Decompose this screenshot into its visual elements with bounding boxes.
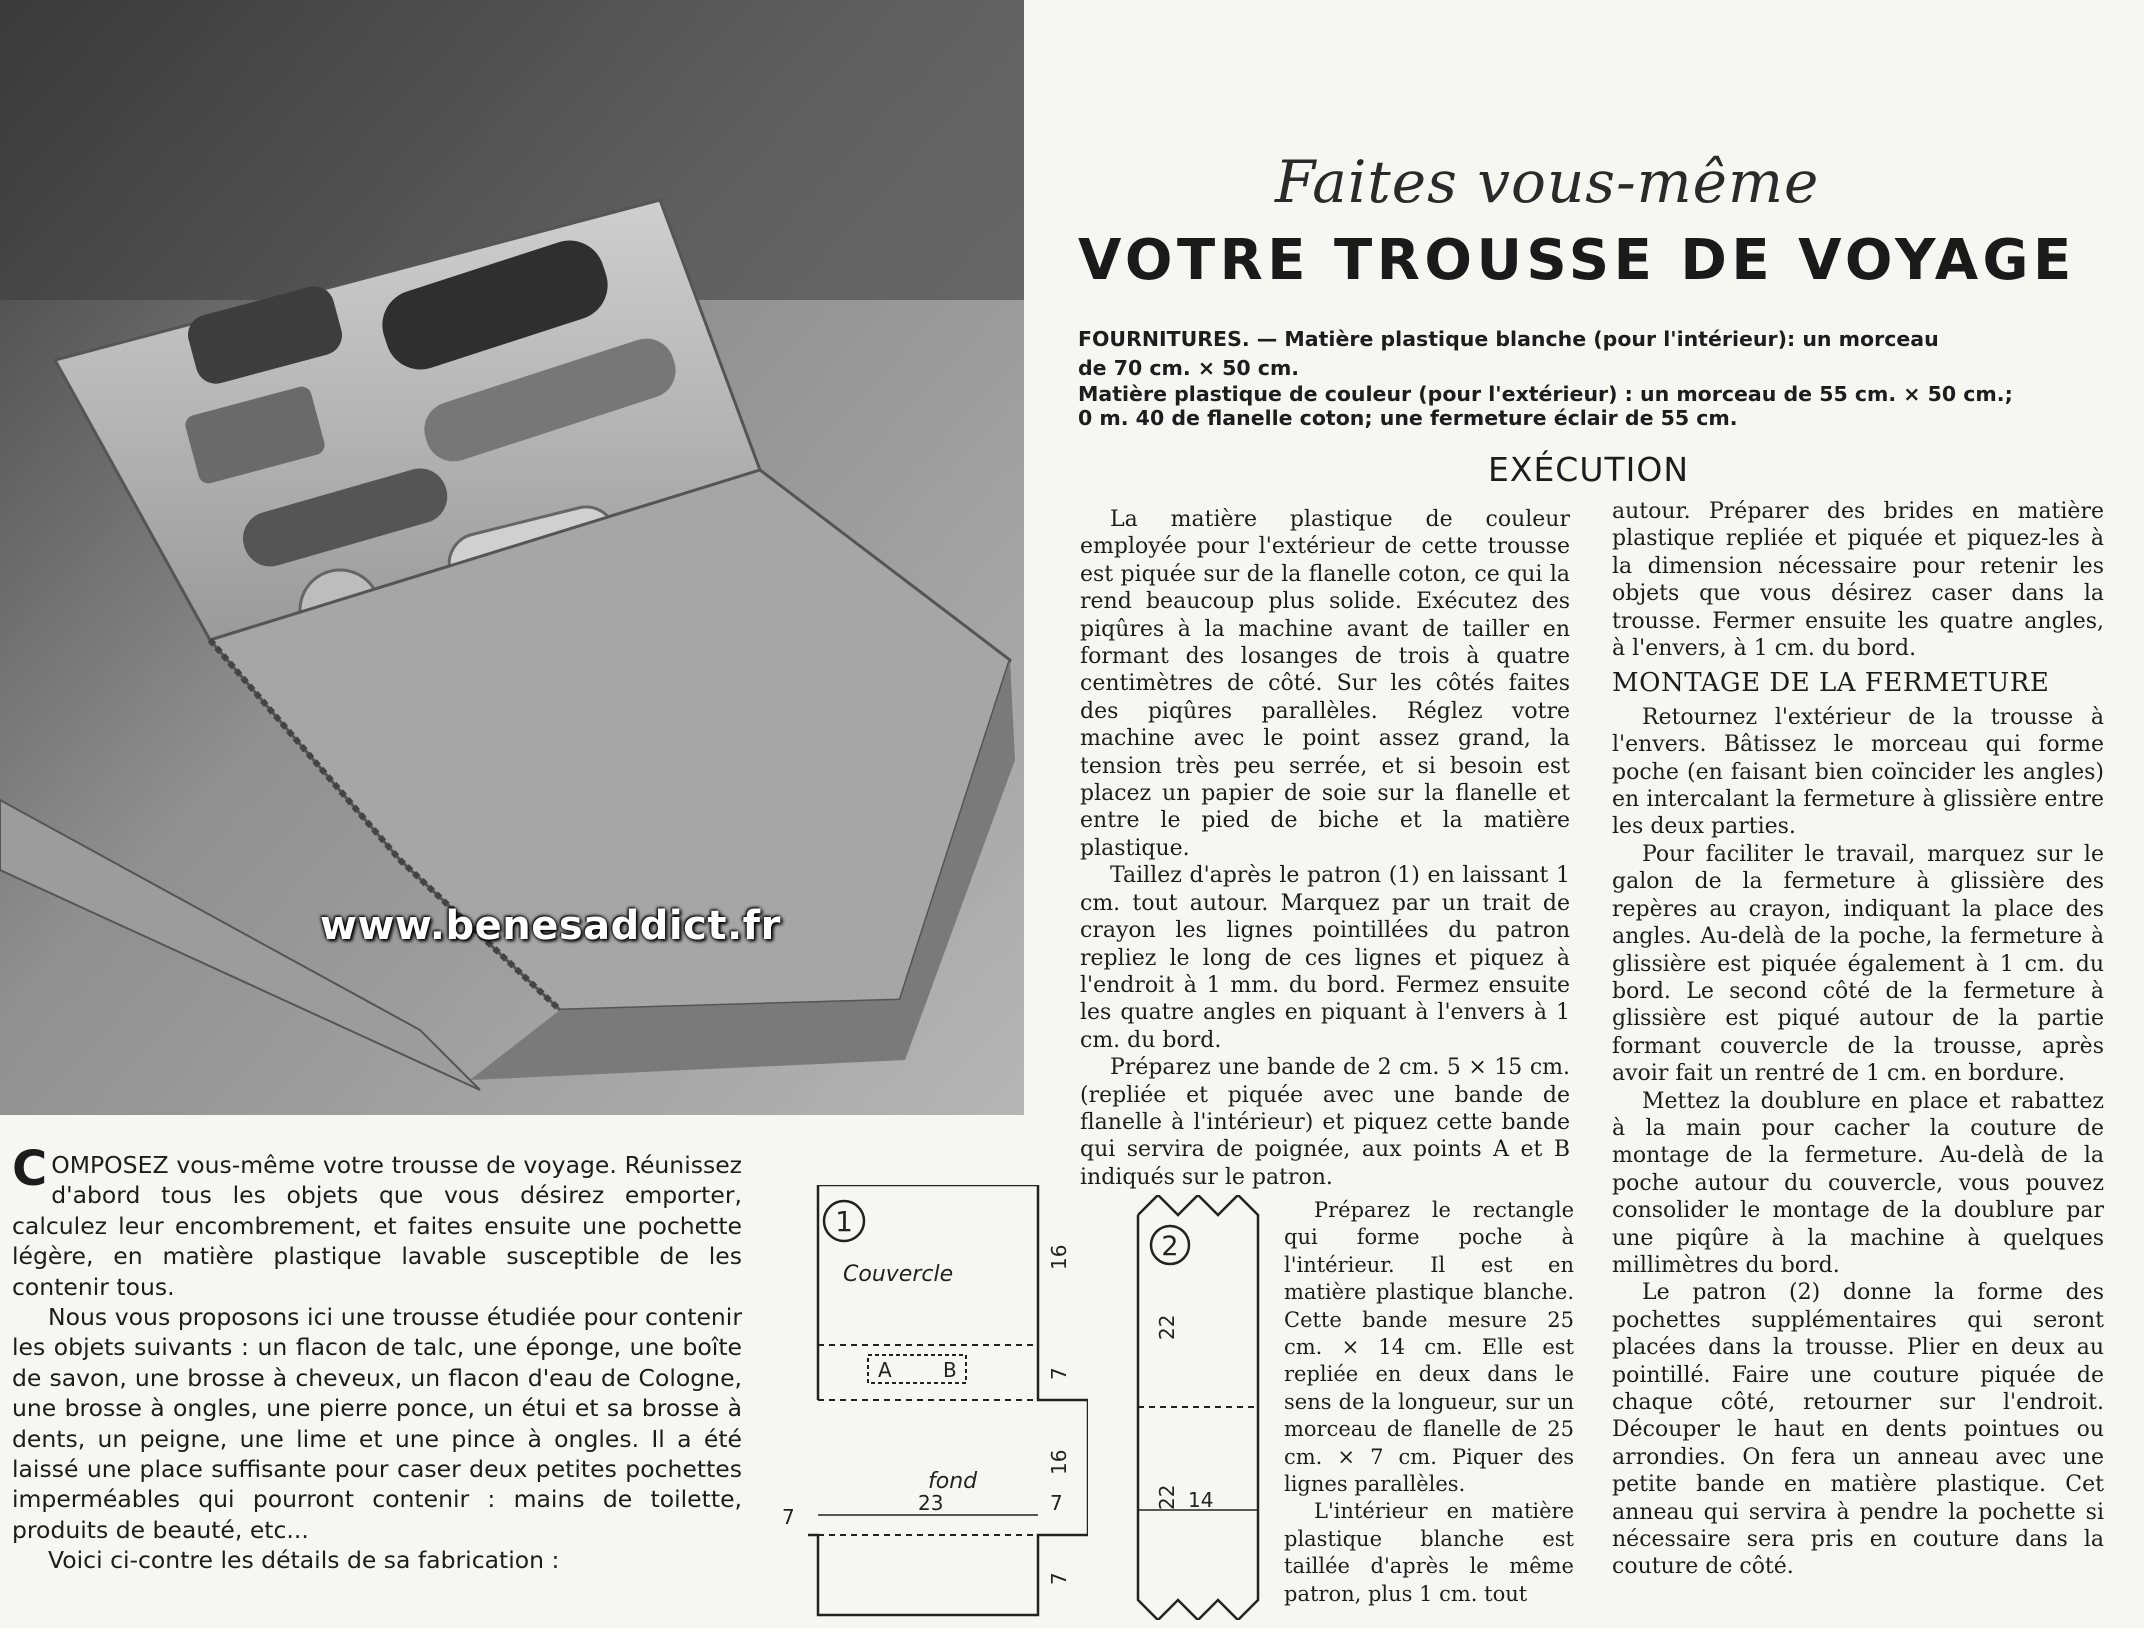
execution-paragraph: L'intérieur en matière plastique blanche est taillée d'après le même patron, plus 1 cm. tout — [1284, 1499, 1574, 1606]
page-title: VOTRE TROUSSE DE VOYAGE — [1078, 228, 2076, 293]
execution-paragraph: Préparez une bande de 2 cm. 5 × 15 cm. (repliée et piquée avec une bande de flanelle à l'intérieur) et piquez cette bande qui servira de poignée, aux points A et B indiqués sur le patron. — [1080, 1055, 1570, 1190]
pattern-2-diagram — [1128, 1195, 1288, 1620]
pattern-1-base-label: fond — [928, 1469, 978, 1494]
intro-text — [12, 1141, 742, 1576]
dim-7-mid: 7 — [1047, 1367, 1071, 1380]
dim-16-bottom: 16 — [1047, 1449, 1071, 1475]
montage-paragraph: Retournez l'extérieur de la trousse à l'envers. Bâtissez le morceau qui forme poche (en faisant bien coïncider les angles) en intercalant la fermeture à glissière entre les deux parties. — [1612, 704, 2104, 840]
intro-paragraph-text: OMPOSEZ vous-même votre trousse de voyage. Réunissez d'abord tous les objets que vous désirez emporter, calculez leur encombrement, et faites ensuite une pochette légère, en matière plastique lavable susceptible de les contenir tous. — [12, 1151, 742, 1301]
dim-22-top: 22 — [1155, 1314, 1179, 1340]
script-title: Faites vous-même — [1275, 148, 1820, 216]
watermark: www.benesaddict.fr — [320, 903, 781, 949]
point-b-label: B — [943, 1358, 957, 1382]
execution-column-narrow — [1284, 1197, 1574, 1608]
pattern-1-lid-label: Couvercle — [843, 1262, 954, 1287]
drop-cap: C — [12, 1141, 48, 1197]
dim-7-right: 7 — [1050, 1491, 1063, 1515]
dim-23: 23 — [918, 1491, 944, 1515]
pattern-1-outline — [808, 1185, 1088, 1615]
intro-paragraph — [12, 1141, 742, 1302]
montage-heading: MONTAGE DE LA FERMETURE — [1612, 668, 2050, 699]
execution-paragraph: Préparez le rectangle qui forme poche à l'intérieur. Il est en matière plastique blanche. Cette bande mesure 25 cm. × 14 cm. Elle est repliée en deux dans le sens de la longueur, sur un morceau de flanelle de 25 cm. × 7 cm. Piquer des lignes parallèles. — [1284, 1198, 1574, 1497]
execution-paragraph: La matière plastique de couleur employée pour l'extérieur de cette trousse est piquée sur de la flanelle coton, ce qui la rend beaucoup plus solide. Exécutez des piqûres à la machine avant de tailler en formant des losanges de trois à quatre centimètres de côté. Sur les côtés faites des piqûres parallèles. Réglez votre machine avec le point assez grand, la tension très peu serrée, et si besoin est placez un papier de soie sur la flanelle et entre le pied de biche et la matière plastique. — [1080, 507, 1570, 861]
supplies-line: 0 m. 40 de flanelle coton; une fermeture éclair de 55 cm. — [1078, 406, 1738, 430]
intro-paragraph: Nous vous proposons ici une trousse étudiée pour contenir les objets suivants : un flacon de talc, une éponge, une boîte de savon, une brosse à cheveux, un flacon d'eau de Cologne, une brosse à ongles, une pierre ponce, un étui et sa brosse à dents, un peigne, une lime et une pince à ongles. Il a été laissé une place suffisante pour caser deux petites pochettes imperméables qui pourront contenir : mains de toilette, produits de beauté, etc... — [12, 1303, 742, 1544]
dim-7-left: 7 — [782, 1505, 795, 1529]
pattern-1-diagram — [808, 1185, 1088, 1620]
montage-paragraph: Le patron (2) donne la forme des pochettes supplémentaires qui seront placées dans la trousse. Plier en deux au pointillé. Faire une couture piquée de chaque côté, retourner sur l'endroit. Découper le haut en dents pointues ou arrondies. On fera un anneau avec une petite bande en matière plastique. Cet anneau qui servira à pendre la pochette si nécessaire sera pris en couture dans la couture de côté. — [1612, 1280, 2104, 1580]
dim-7-bottom: 7 — [1047, 1572, 1071, 1585]
dim-16-top: 16 — [1047, 1244, 1071, 1270]
supplies-line: FOURNITURES. — Matière plastique blanche (pour l'intérieur): un morceau — [1078, 327, 1939, 351]
dim-14: 14 — [1188, 1488, 1214, 1512]
execution-paragraph: Taillez d'après le patron (1) en laissant 1 cm. tout autour. Marquez par un trait de crayon les lignes pointillées du patron repliez le long de ces lignes et piquez à l'endroit à 1 mm. du bord. Fermez ensuite les quatre angles en piquant à l'envers à 1 cm. du bord. — [1080, 863, 1570, 1053]
pattern-1-number: 1 — [835, 1205, 853, 1238]
pattern-2-number: 2 — [1161, 1231, 1179, 1262]
execution-column — [1080, 506, 1570, 1191]
supplies-line: de 70 cm. × 50 cm. — [1078, 356, 1300, 380]
dim-22-bottom: 22 — [1155, 1484, 1179, 1510]
montage-paragraph: Mettez la doublure en place et rabattez à la main pour cacher la couture de montage de la fermeture. Au-delà de la poche autour du couvercle, vous pouvez consolider le montage de la doublure par une piqûre à la machine à quelques millimètres du bord. — [1612, 1088, 2104, 1278]
montage-column — [1612, 498, 2104, 1581]
travel-kit-photo — [0, 0, 1024, 1115]
point-a-label: A — [878, 1358, 892, 1382]
execution-paragraph: autour. Préparer des brides en matière plastique repliée et piquée et piquez-les à la dimension nécessaire pour retenir les objets que vous désirez caser dans la trousse. Fermer ensuite les quatre angles, à l'envers, à 1 cm. du bord. — [1612, 499, 2104, 662]
execution-heading: EXÉCUTION — [1488, 450, 1690, 489]
montage-paragraph: Pour faciliter le travail, marquez sur le galon de la fermeture à glissière des repères au crayon, indiquant la place des angles. Au-delà de la poche, la fermeture à glissière est piquée également à 1 cm. du bord. Le second côté de la fermeture à glissière est piqué autour de la partie formant couvercle de la trousse, après avoir fait un rentré de 1 cm. en bordure. — [1612, 841, 2104, 1087]
intro-paragraph: Voici ci-contre les détails de sa fabrication : — [48, 1546, 560, 1575]
supplies-line: Matière plastique de couleur (pour l'extérieur) : un morceau de 55 cm. × 50 cm.; — [1078, 382, 2013, 406]
